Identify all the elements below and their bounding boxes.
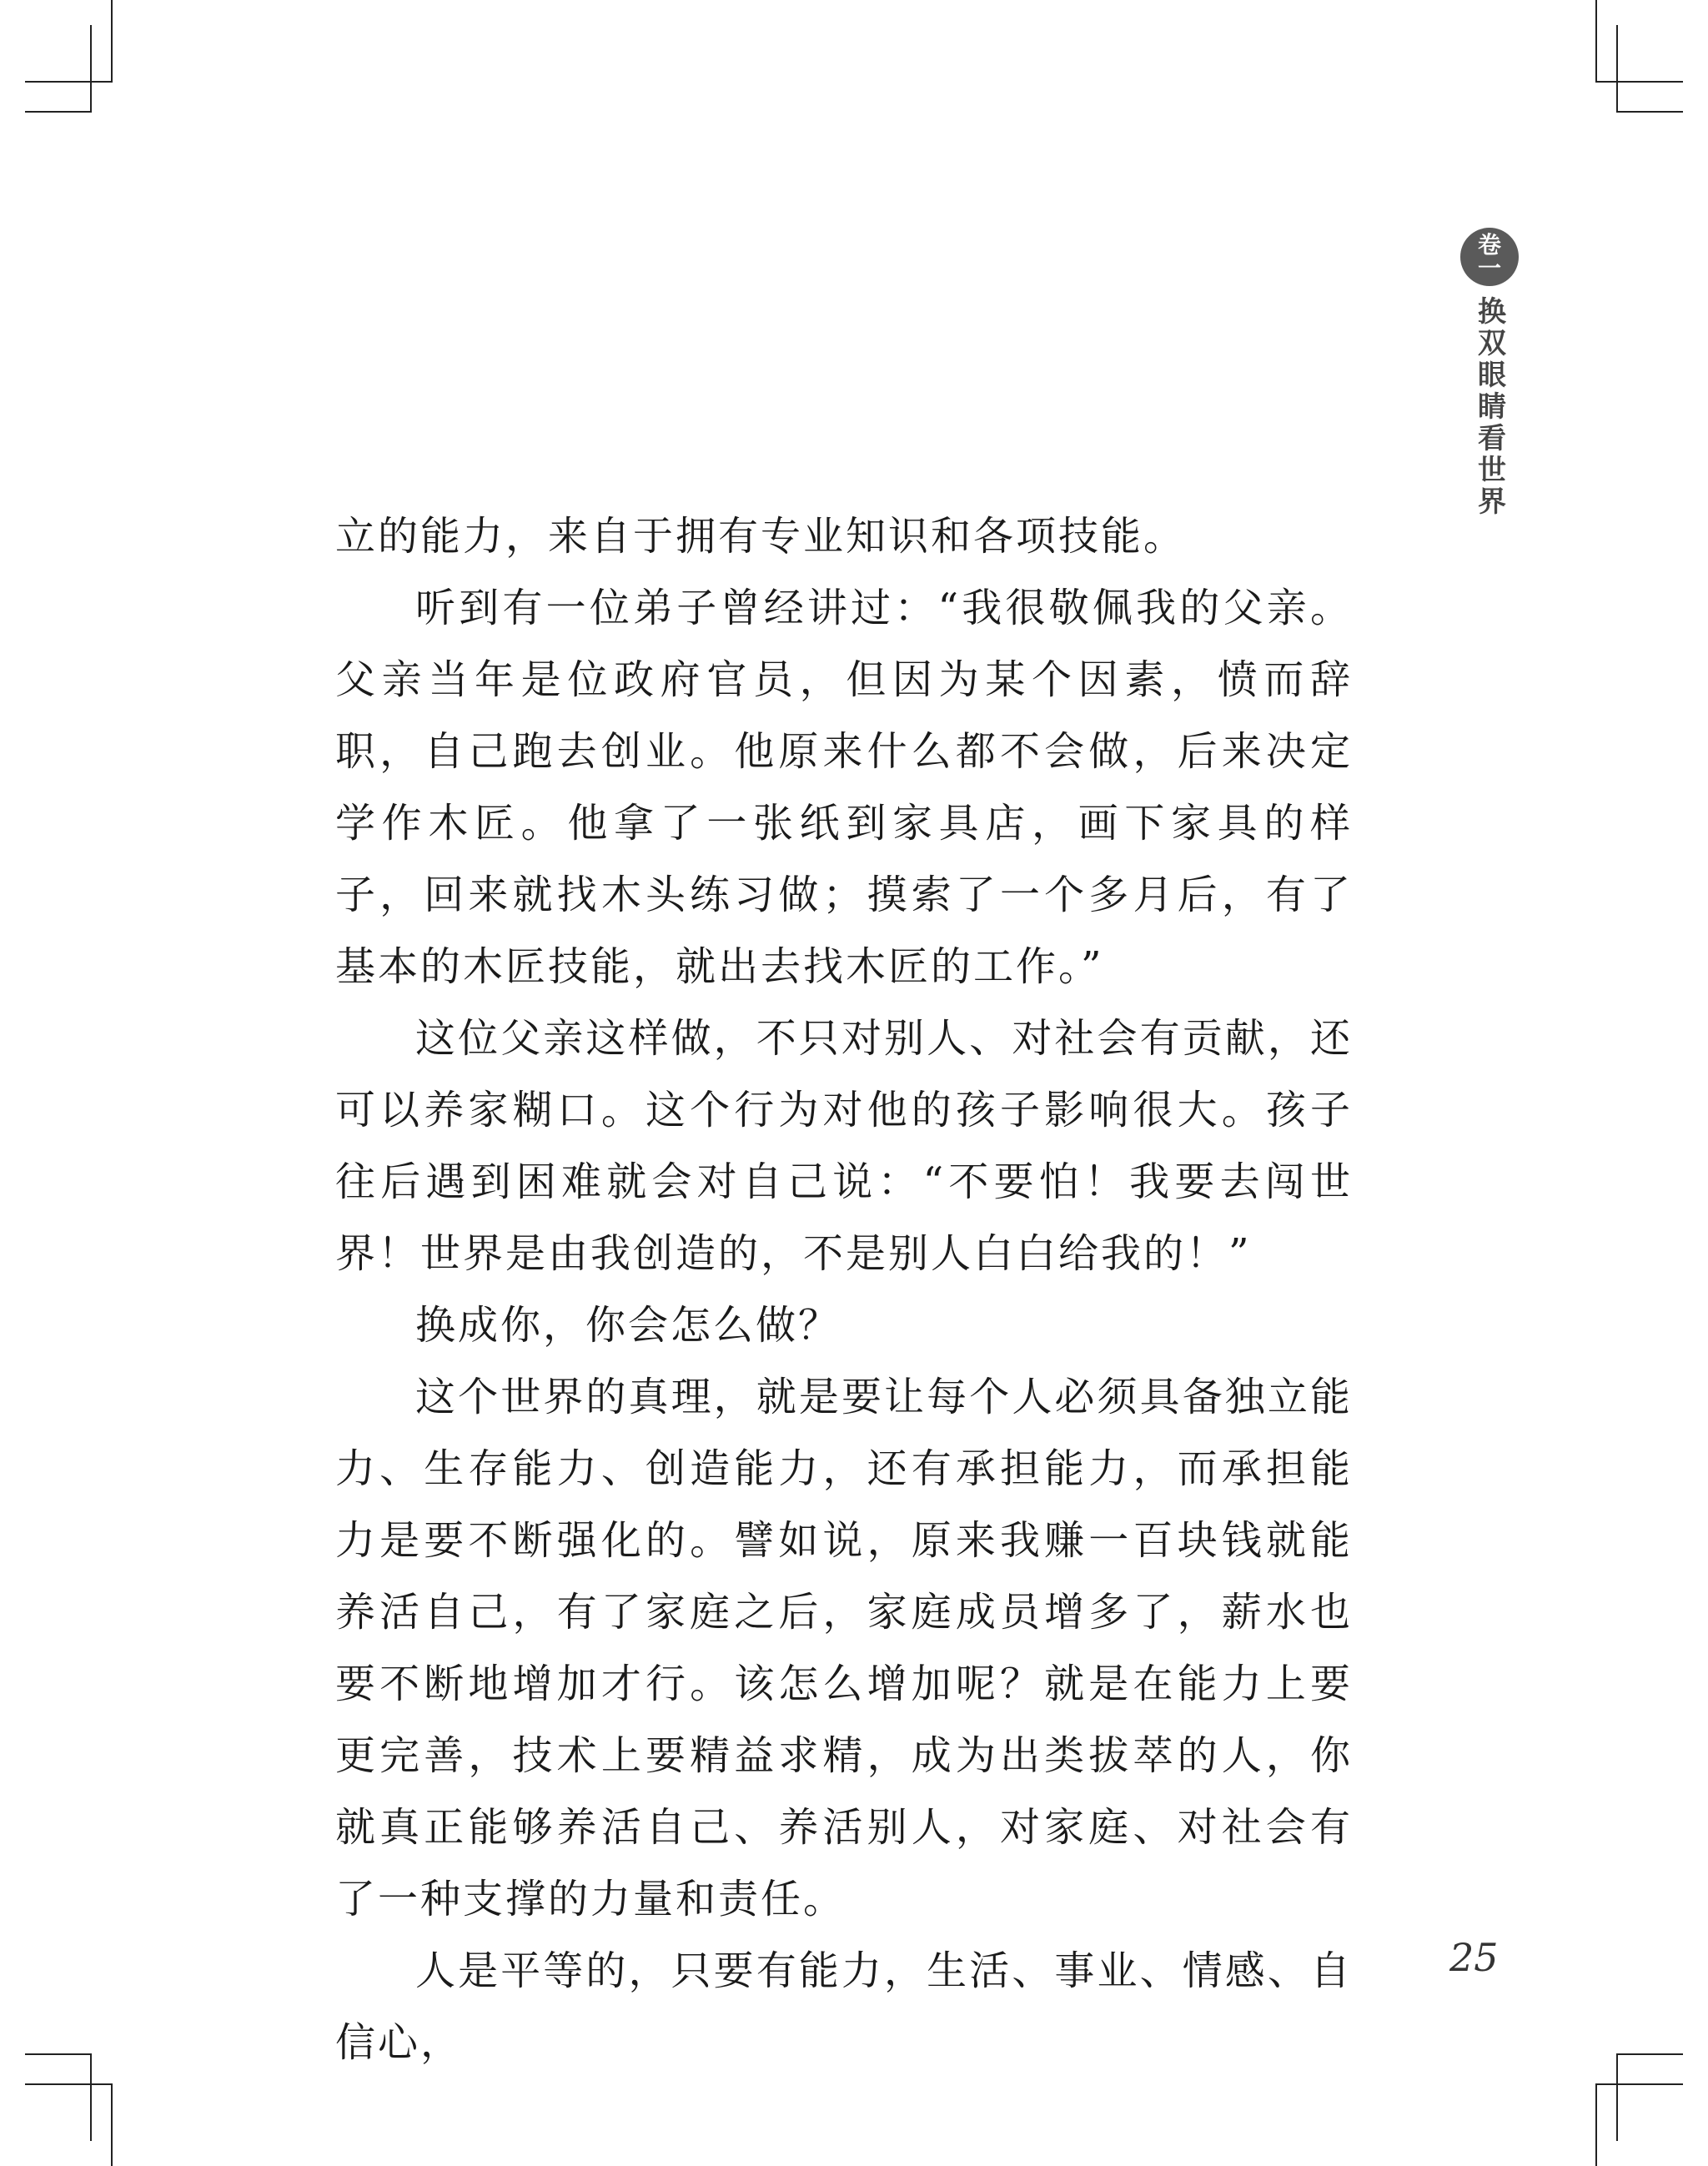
paragraph-continuation: 立的能力，来自于拥有专业知识和各项技能。 bbox=[335, 513, 1187, 560]
crop-mark bbox=[25, 2053, 92, 2055]
paragraph: 听到有一位弟子曾经讲过：“我很敬佩我的父亲。父亲当年是位政府官员，但因为某个因素，愤而辞职，自己跑去创业。他原来什么都不会做，后来决定学作木匠。他拿了一张纸到家具店，画下家具的样子，回来就找木头练习做；摸索了一个多月后，有了基本的木匠技能，就出去找木匠的工作。” bbox=[335, 585, 1353, 990]
crop-mark bbox=[25, 2083, 113, 2085]
paragraph: 这位父亲这样做，不只对别人、对社会有贡献，还可以养家糊口。这个行为对他的孩子影响很大。孩子往后遇到困难就会对自己说：“不要怕！我要去闯世界！世界是由我创造的，不是别人白白给我的！” bbox=[335, 1015, 1353, 1277]
crop-mark bbox=[1616, 25, 1618, 113]
crop-mark bbox=[111, 2083, 113, 2166]
body-text bbox=[335, 500, 1353, 2078]
volume-badge bbox=[1460, 228, 1519, 286]
crop-mark bbox=[90, 2053, 92, 2141]
crop-mark bbox=[1595, 0, 1597, 83]
crop-mark bbox=[1616, 2053, 1683, 2055]
chapter-side-tab bbox=[1460, 228, 1519, 518]
crop-mark bbox=[1616, 111, 1683, 113]
crop-mark bbox=[25, 81, 113, 83]
crop-mark bbox=[90, 25, 92, 113]
paragraph: 换成你，你会怎么做？ bbox=[415, 1302, 841, 1349]
crop-mark bbox=[1595, 2083, 1683, 2085]
crop-mark bbox=[1616, 2053, 1618, 2141]
crop-mark bbox=[1595, 2083, 1597, 2166]
chapter-title: 换双眼睛看世界 bbox=[1472, 296, 1506, 518]
crop-mark bbox=[111, 0, 113, 83]
volume-label-bottom: 一 bbox=[1477, 254, 1501, 282]
crop-mark bbox=[25, 111, 92, 113]
paragraph: 人是平等的，只要有能力，生活、事业、情感、自信心， bbox=[335, 1947, 1353, 2066]
paragraph: 这个世界的真理，就是要让每个人必须具备独立能力、生存能力、创造能力，还有承担能力，而承担能力是要不断强化的。譬如说，原来我赚一百块钱就能养活自己，有了家庭之后，家庭成员增多了，薪水也要不断地增加才行。该怎么增加呢？就是在能力上要更完善，技术上要精益求精，成为出类拔萃的人，你就真正能够养活自己、养活别人，对家庭、对社会有了一种支撑的力量和责任。 bbox=[335, 1374, 1353, 1922]
volume-label-top: 卷 bbox=[1477, 231, 1501, 259]
page-number: 25 bbox=[1449, 1935, 1499, 1980]
crop-mark bbox=[1595, 81, 1683, 83]
